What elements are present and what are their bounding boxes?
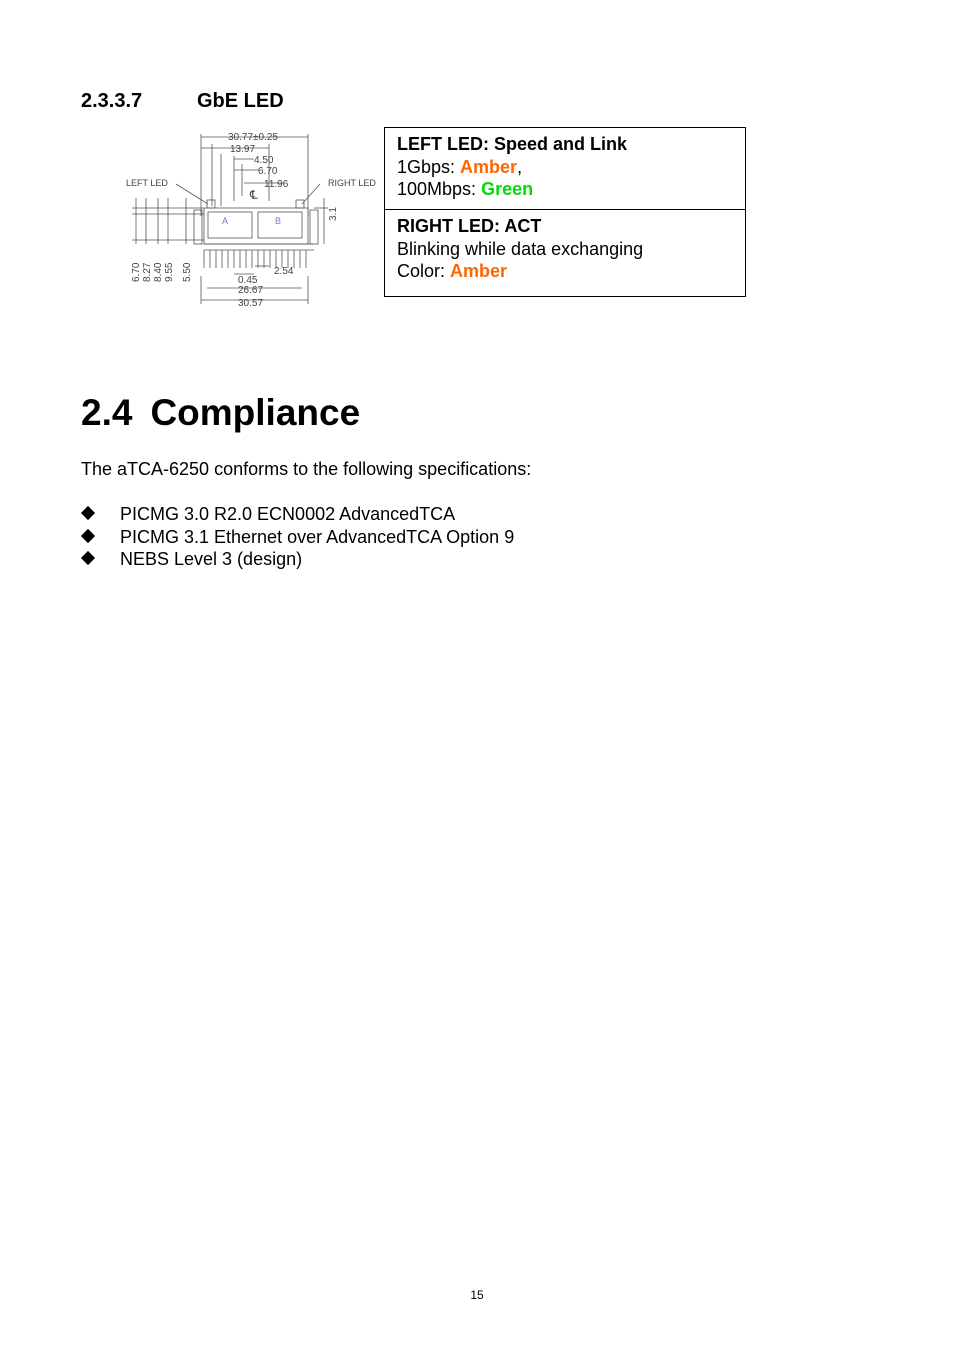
dim-bottom-26-67: 26.67 [238,285,264,296]
right-led-description: Blinking while data exchanging [397,238,644,259]
list-item-text: NEBS Level 3 (design) [120,549,303,569]
list-item-text: PICMG 3.0 R2.0 ECN0002 AdvancedTCA [120,504,456,524]
left-led-1gbps-label: 1Gbps: [397,156,461,177]
left-led-1gbps-line [397,156,733,179]
right-led-row [385,210,746,297]
dim-bottom-30-57: 30.57 [238,298,264,309]
dim-top-30-77: 30.77±0.25 [228,132,278,143]
port-a-label: A [222,216,229,226]
port-b-label: B [275,216,282,226]
compliance-list [81,503,514,571]
list-item [81,526,514,549]
left-led-100mbps-color: Green [481,179,534,199]
section-number: 2.3.3.7 [81,90,143,112]
dim-left-5-50: 5.50 [182,262,193,282]
left-led-100mbps-line [397,178,733,201]
dim-left-6-70: 6.70 [131,262,142,282]
left-led-1gbps-comma: , [517,156,523,177]
page-number: 15 [470,1288,484,1302]
compliance-number: 2.4 [81,392,133,433]
dim-left-8-27: 8.27 [142,262,153,282]
led-description-table [384,127,746,297]
dim-left-8-40: 8.40 [153,262,164,282]
left-led-1gbps-color: Amber [460,156,518,177]
section-title: GbE LED [197,90,284,112]
dim-bottom-2-54: 2.54 [274,266,294,277]
dim-left-9-55: 9.55 [164,262,175,282]
list-item [81,548,514,571]
right-led-label: RIGHT LED [328,178,376,188]
compliance-heading [81,392,360,434]
list-item [81,503,514,526]
dim-top-11-96: 11.96 [264,179,289,190]
diamond-bullet-icon [81,551,95,565]
right-led-color-label: Color: [397,261,451,281]
left-led-row [385,128,746,210]
centerline-symbol: ℄ [250,188,258,202]
left-led-heading: LEFT LED: Speed and Link [397,134,628,154]
dim-top-4-50: 4.50 [254,155,274,166]
compliance-intro: The aTCA-6250 conforms to the following specifications: [81,459,532,479]
right-led-cell [385,210,746,297]
dim-bottom-0-45: 0.45 [238,275,258,286]
dim-top-13-97: 13.97 [230,144,256,155]
dim-right-3-1: 3.1 [328,207,339,221]
diamond-bullet-icon [81,528,95,542]
compliance-title: Compliance [150,392,361,433]
left-led-cell [385,128,746,210]
left-led-100mbps-label: 100Mbps: [397,179,482,199]
dim-top-6-70: 6.70 [258,166,278,177]
right-led-color-value: Amber [450,261,508,281]
left-led-label: LEFT LED [126,178,168,188]
right-led-color-line [397,260,733,283]
gbe-led-dimension-drawing [124,126,386,312]
list-item-text: PICMG 3.1 Ethernet over AdvancedTCA Option 9 [120,526,515,547]
right-led-heading: RIGHT LED: ACT [397,216,542,236]
diamond-bullet-icon [81,506,95,520]
section-heading [81,90,284,113]
